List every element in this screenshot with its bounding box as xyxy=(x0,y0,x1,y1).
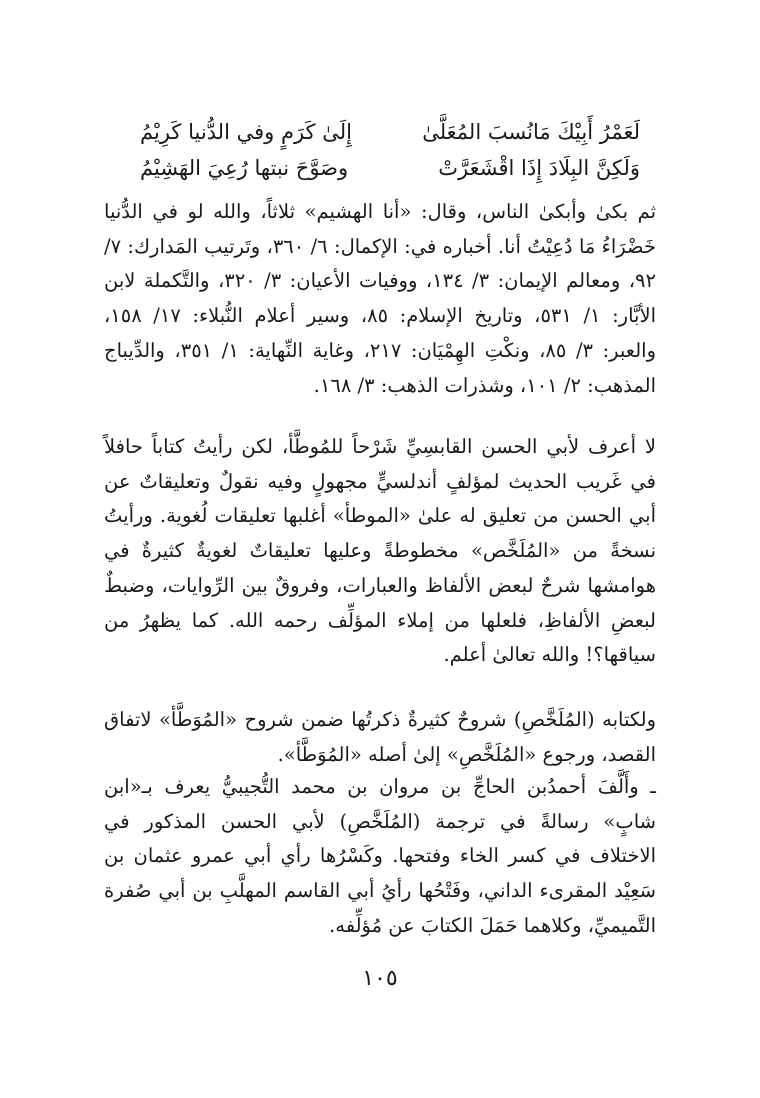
paragraph: ولكتابه (المُلَخَّصِ) شروحٌ كثيرةٌ ذكرتُها ضمن شروح «المُوَطَّأ» لاتفاق القصد، ورجوع «المُلَخَّصِ» إلىٰ أصله «المُوَطَّأ». xyxy=(104,708,656,766)
hemistich: لَعَمْرُ أَبِيْكَ مَانُسبَ المُعَلَّىٰ xyxy=(422,120,640,144)
paragraph: ثم بكىٰ وأبكىٰ الناس، وقال: «أنا الهشيم» ثلاثاً، والله لو في الدُّنيا خَضْرَاءُ مَا دُعِيْتُ أنا. أخباره في: الإكمال: ٦/ ٣٦٠، وتَرتيب المَدارك: ٧/ ٩٢، ومعالم الإيمان: ٣/ ١٣٤، ووفيات الأعيان: ٣/ ٣٢٠، والتَّكملة لابن الأبَّار: ١/ ٥٣١، وتاريخ الإسلام: ٨٥، وسير أعلام النُّبلاء: ١٧/ ١٥٨، والعبر: ٣/ ٨٥، ونكْتِ الهِمْيَان: ٢١٧، وغاية النِّهاية: ١/ ٣٥١، والدِّيباج المذهب: ٢/ ١٠١، وشذرات الذهب: ٣/ ١٦٨. xyxy=(104,200,656,397)
page-number: ١٠٥ xyxy=(362,966,398,991)
hemistich: وَلَكِنَّ البِلَادَ إِذَا اقْشَعَرَّتْ xyxy=(438,156,640,180)
paragraph: لا أعرف لأبي الحسن القابسِيِّ شَرْحاً للمُوطَّأ، لكن رأيتُ كتاباً حافلاً في غَريب الحديث لمؤلفٍ أندلسيٍّ مجهولٍ وفيه نقولٌ وتعليقاتٌ عن أبي الحسن من تعليق له علىٰ «الموطأ» أغلبها تعليقات لُغوية. ورأيتُ نسخةً من «المُلَخَّص» مخطوطةً وعليها تعليقاتٌ لغويةٌ كثيرةٌ في هوامشها شرحٌ لبعض الألفاظ والعبارات، وفروقٌ بين الرِّوايات، وضبطٌ لبعضِ الألفاظِ، فلعلها من إملاء المؤلِّف رحمه الله. كما يظهرُ من سياقها؟! والله تعالىٰ أعلم. xyxy=(104,435,656,667)
hemistich: وصَوَّحَ نبتها رُعِيَ الهَشِيْمُ xyxy=(140,156,349,180)
hemistich: إِلَىٰ كَرَمٍ وفي الدُّنيا كَرِيْمُ xyxy=(140,120,352,144)
paragraph: ـ وأَلَّفَ أحمدُبن الحاجِّ بن مروان بن محمد التُّجيبيُّ يعرف بـ«ابن شابٍ» رسالةً في ترجمة (المُلَخَّصِ) لأبي الحسن المذكور في الاختلاف في كسر الخاء وفتحها. وكَسْرُها رأي أبي عمرو عثمان بن سَعِيْد المقرىء الداني، وفَتْحُها رأيُ أبي القاسم المهلَّبِ بن أبي صُفرة التَّميميِّ، وكلاهما حَمَلَ الكتابَ عن مُؤلِّفه. xyxy=(104,775,656,937)
